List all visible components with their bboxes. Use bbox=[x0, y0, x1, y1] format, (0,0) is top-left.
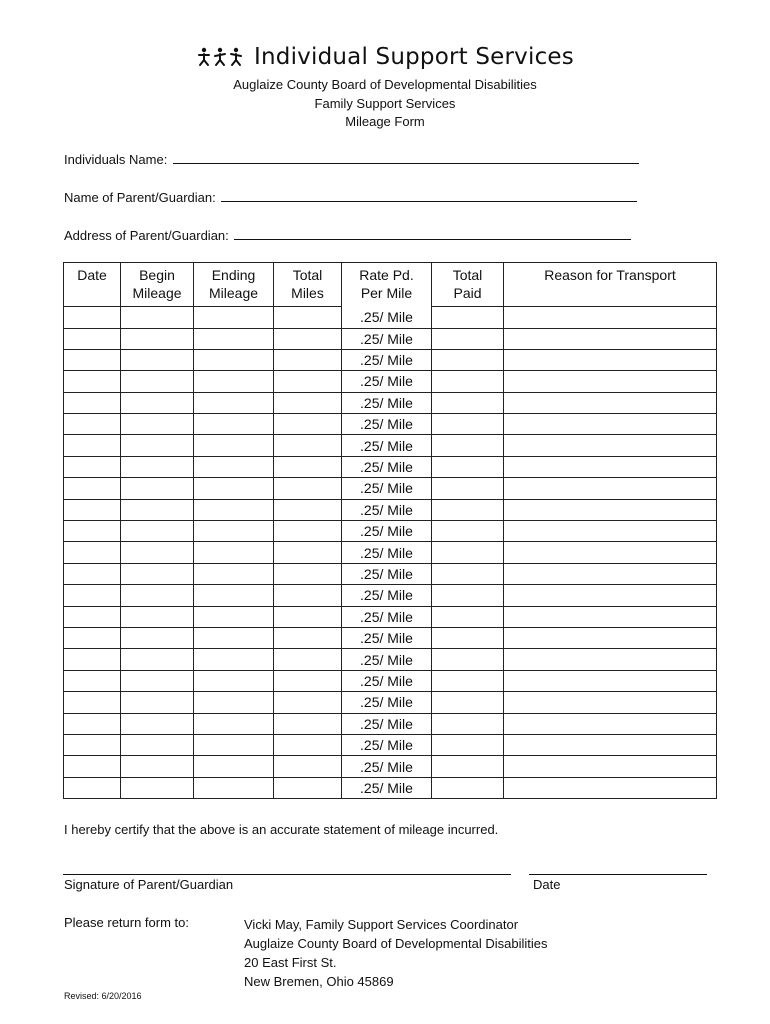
cell-ending-mileage[interactable] bbox=[194, 435, 274, 456]
cell-reason[interactable] bbox=[504, 756, 717, 777]
cell-ending-mileage[interactable] bbox=[194, 585, 274, 606]
cell-reason[interactable] bbox=[504, 649, 717, 670]
cell-rate: .25/ Mile bbox=[342, 606, 432, 627]
cell-begin-mileage[interactable] bbox=[121, 777, 194, 798]
parent-address-field[interactable] bbox=[64, 227, 631, 243]
cell-date[interactable] bbox=[64, 585, 121, 606]
cell-total-miles[interactable] bbox=[274, 328, 342, 349]
cell-rate: .25/ Mile bbox=[342, 478, 432, 499]
cell-rate: .25/ Mile bbox=[342, 414, 432, 435]
cell-ending-mileage[interactable] bbox=[194, 542, 274, 563]
header-reason: Reason for Transport bbox=[504, 263, 717, 307]
cell-rate: .25/ Mile bbox=[342, 734, 432, 755]
cell-ending-mileage[interactable] bbox=[194, 414, 274, 435]
individual-name-line[interactable] bbox=[173, 151, 639, 164]
cell-total-paid[interactable] bbox=[432, 392, 504, 413]
table-row bbox=[64, 692, 717, 713]
cell-total-miles[interactable] bbox=[274, 585, 342, 606]
cell-rate: .25/ Mile bbox=[342, 392, 432, 413]
return-address-line: New Bremen, Ohio 45869 bbox=[244, 974, 394, 989]
certification-text: I hereby certify that the above is an accurate statement of mileage incurred. bbox=[64, 822, 499, 837]
cell-rate: .25/ Mile bbox=[342, 456, 432, 477]
cell-ending-mileage[interactable] bbox=[194, 627, 274, 648]
cell-total-miles[interactable] bbox=[274, 756, 342, 777]
table-row bbox=[64, 478, 717, 499]
cell-rate: .25/ Mile bbox=[342, 777, 432, 798]
table-header-row bbox=[64, 263, 717, 307]
table-row bbox=[64, 734, 717, 755]
cell-total-paid[interactable] bbox=[432, 713, 504, 734]
cell-reason[interactable] bbox=[504, 307, 717, 329]
individual-name-field[interactable] bbox=[64, 151, 639, 167]
cell-total-miles[interactable] bbox=[274, 456, 342, 477]
cell-total-miles[interactable] bbox=[274, 478, 342, 499]
cell-ending-mileage[interactable] bbox=[194, 692, 274, 713]
cell-total-paid[interactable] bbox=[432, 734, 504, 755]
parent-name-line[interactable] bbox=[221, 189, 637, 202]
cell-rate: .25/ Mile bbox=[342, 371, 432, 392]
header-date: Date bbox=[64, 263, 121, 307]
return-address bbox=[244, 915, 548, 991]
header-ending-mileage: Ending Mileage bbox=[194, 263, 274, 307]
table-row bbox=[64, 435, 717, 456]
cell-total-miles[interactable] bbox=[274, 563, 342, 584]
cell-begin-mileage[interactable] bbox=[121, 478, 194, 499]
cell-begin-mileage[interactable] bbox=[121, 307, 194, 329]
cell-total-paid[interactable] bbox=[432, 670, 504, 691]
cell-ending-mileage[interactable] bbox=[194, 478, 274, 499]
cell-ending-mileage[interactable] bbox=[194, 392, 274, 413]
return-address-line: Vicki May, Family Support Services Coordinator bbox=[244, 917, 519, 932]
table-row bbox=[64, 456, 717, 477]
cell-total-paid[interactable] bbox=[432, 627, 504, 648]
table-row bbox=[64, 585, 717, 606]
cell-begin-mileage[interactable] bbox=[121, 456, 194, 477]
cell-total-miles[interactable] bbox=[274, 692, 342, 713]
cell-begin-mileage[interactable] bbox=[121, 563, 194, 584]
cell-begin-mileage[interactable] bbox=[121, 734, 194, 755]
table-row bbox=[64, 649, 717, 670]
table-row bbox=[64, 563, 717, 584]
cell-total-miles[interactable] bbox=[274, 649, 342, 670]
table-row bbox=[64, 521, 717, 542]
cell-total-paid[interactable] bbox=[432, 563, 504, 584]
cell-begin-mileage[interactable] bbox=[121, 670, 194, 691]
date-line[interactable] bbox=[529, 860, 707, 875]
cell-total-miles[interactable] bbox=[274, 542, 342, 563]
cell-rate: .25/ Mile bbox=[342, 499, 432, 520]
cell-ending-mileage[interactable] bbox=[194, 499, 274, 520]
cell-total-miles[interactable] bbox=[274, 670, 342, 691]
table-row bbox=[64, 414, 717, 435]
cell-ending-mileage[interactable] bbox=[194, 606, 274, 627]
cell-begin-mileage[interactable] bbox=[121, 328, 194, 349]
cell-total-paid[interactable] bbox=[432, 414, 504, 435]
cell-total-paid[interactable] bbox=[432, 756, 504, 777]
cell-total-miles[interactable] bbox=[274, 734, 342, 755]
cell-begin-mileage[interactable] bbox=[121, 414, 194, 435]
cell-rate: .25/ Mile bbox=[342, 692, 432, 713]
cell-ending-mileage[interactable] bbox=[194, 670, 274, 691]
cell-total-miles[interactable] bbox=[274, 713, 342, 734]
cell-total-paid[interactable] bbox=[432, 585, 504, 606]
cell-rate: .25/ Mile bbox=[342, 542, 432, 563]
cell-reason[interactable] bbox=[504, 627, 717, 648]
table-row bbox=[64, 349, 717, 370]
signature-label: Signature of Parent/Guardian bbox=[64, 877, 234, 892]
cell-rate: .25/ Mile bbox=[342, 585, 432, 606]
cell-total-paid[interactable] bbox=[432, 499, 504, 520]
table-row bbox=[64, 328, 717, 349]
cell-reason[interactable] bbox=[504, 392, 717, 413]
cell-reason[interactable] bbox=[504, 734, 717, 755]
cell-rate: .25/ Mile bbox=[342, 627, 432, 648]
cell-reason[interactable] bbox=[504, 670, 717, 691]
logo-title: Individual Support Services bbox=[254, 44, 574, 70]
cell-rate: .25/ Mile bbox=[342, 307, 432, 329]
cell-rate: .25/ Mile bbox=[342, 649, 432, 670]
cell-date[interactable] bbox=[64, 349, 121, 370]
table-row bbox=[64, 670, 717, 691]
dept-name: Family Support Services bbox=[314, 95, 456, 111]
cell-begin-mileage[interactable] bbox=[121, 756, 194, 777]
cell-begin-mileage[interactable] bbox=[121, 542, 194, 563]
cell-total-paid[interactable] bbox=[432, 649, 504, 670]
cell-reason[interactable] bbox=[504, 371, 717, 392]
cell-ending-mileage[interactable] bbox=[194, 456, 274, 477]
cell-date[interactable] bbox=[64, 456, 121, 477]
cell-begin-mileage[interactable] bbox=[121, 713, 194, 734]
cell-begin-mileage[interactable] bbox=[121, 585, 194, 606]
cell-total-paid[interactable] bbox=[432, 435, 504, 456]
cell-date[interactable] bbox=[64, 542, 121, 563]
return-address-line: 20 East First St. bbox=[244, 955, 337, 970]
header-rate: Rate Pd. Per Mile bbox=[342, 263, 432, 307]
header-total-miles: Total Miles bbox=[274, 263, 342, 307]
cell-reason[interactable] bbox=[504, 349, 717, 370]
cell-date[interactable] bbox=[64, 713, 121, 734]
cell-total-miles[interactable] bbox=[274, 392, 342, 413]
table-row bbox=[64, 777, 717, 798]
cell-begin-mileage[interactable] bbox=[121, 371, 194, 392]
cell-total-paid[interactable] bbox=[432, 777, 504, 798]
cell-ending-mileage[interactable] bbox=[194, 307, 274, 329]
cell-reason[interactable] bbox=[504, 499, 717, 520]
cell-total-paid[interactable] bbox=[432, 328, 504, 349]
cell-rate: .25/ Mile bbox=[342, 435, 432, 456]
table-row bbox=[64, 713, 717, 734]
cell-date[interactable] bbox=[64, 734, 121, 755]
cell-begin-mileage[interactable] bbox=[121, 435, 194, 456]
cell-begin-mileage[interactable] bbox=[121, 499, 194, 520]
date-label: Date bbox=[533, 877, 561, 892]
cell-date[interactable] bbox=[64, 414, 121, 435]
cell-total-miles[interactable] bbox=[274, 349, 342, 370]
cell-total-paid[interactable] bbox=[432, 606, 504, 627]
cell-total-paid[interactable] bbox=[432, 521, 504, 542]
cell-reason[interactable] bbox=[504, 435, 717, 456]
form-header bbox=[0, 76, 770, 132]
cell-total-paid[interactable] bbox=[432, 349, 504, 370]
table-row bbox=[64, 627, 717, 648]
cell-date[interactable] bbox=[64, 756, 121, 777]
cell-total-miles[interactable] bbox=[274, 627, 342, 648]
cell-date[interactable] bbox=[64, 606, 121, 627]
form-title: Mileage Form bbox=[345, 114, 425, 129]
cell-total-miles[interactable] bbox=[274, 606, 342, 627]
cell-begin-mileage[interactable] bbox=[121, 349, 194, 370]
cell-begin-mileage[interactable] bbox=[121, 649, 194, 670]
revised-date: Revised: 6/20/2016 bbox=[64, 991, 142, 1001]
cell-rate: .25/ Mile bbox=[342, 521, 432, 542]
cell-date[interactable] bbox=[64, 328, 121, 349]
cell-rate: .25/ Mile bbox=[342, 349, 432, 370]
cell-rate: .25/ Mile bbox=[342, 328, 432, 349]
cell-reason[interactable] bbox=[504, 521, 717, 542]
cell-rate: .25/ Mile bbox=[342, 563, 432, 584]
cell-total-miles[interactable] bbox=[274, 777, 342, 798]
cell-begin-mileage[interactable] bbox=[121, 521, 194, 542]
table-row bbox=[64, 371, 717, 392]
cell-ending-mileage[interactable] bbox=[194, 756, 274, 777]
parent-name-field[interactable] bbox=[64, 189, 637, 205]
cell-reason[interactable] bbox=[504, 478, 717, 499]
cell-total-miles[interactable] bbox=[274, 499, 342, 520]
cell-date[interactable] bbox=[64, 670, 121, 691]
cell-total-miles[interactable] bbox=[274, 307, 342, 329]
cell-date[interactable] bbox=[64, 499, 121, 520]
cell-ending-mileage[interactable] bbox=[194, 777, 274, 798]
cell-date[interactable] bbox=[64, 521, 121, 542]
table-row bbox=[64, 606, 717, 627]
cell-rate: .25/ Mile bbox=[342, 756, 432, 777]
cell-reason[interactable] bbox=[504, 542, 717, 563]
header-begin-mileage: Begin Mileage bbox=[121, 263, 194, 307]
individual-name-label: Individuals Name: bbox=[64, 152, 168, 167]
cell-total-paid[interactable] bbox=[432, 692, 504, 713]
cell-begin-mileage[interactable] bbox=[121, 692, 194, 713]
cell-reason[interactable] bbox=[504, 606, 717, 627]
return-address-line: Auglaize County Board of Developmental Disabilities bbox=[244, 936, 548, 951]
cell-reason[interactable] bbox=[504, 713, 717, 734]
cell-reason[interactable] bbox=[504, 563, 717, 584]
cell-ending-mileage[interactable] bbox=[194, 349, 274, 370]
cell-date[interactable] bbox=[64, 627, 121, 648]
cell-reason[interactable] bbox=[504, 692, 717, 713]
return-label: Please return form to: bbox=[64, 915, 189, 930]
mileage-table bbox=[63, 262, 717, 799]
three-people-icon bbox=[196, 47, 246, 67]
header-total-paid: Total Paid bbox=[432, 263, 504, 307]
cell-total-paid[interactable] bbox=[432, 478, 504, 499]
cell-total-miles[interactable] bbox=[274, 521, 342, 542]
cell-begin-mileage[interactable] bbox=[121, 627, 194, 648]
cell-date[interactable] bbox=[64, 563, 121, 584]
cell-date[interactable] bbox=[64, 777, 121, 798]
cell-total-miles[interactable] bbox=[274, 371, 342, 392]
cell-ending-mileage[interactable] bbox=[194, 563, 274, 584]
parent-address-label: Address of Parent/Guardian: bbox=[64, 228, 229, 243]
table-row bbox=[64, 307, 717, 329]
parent-address-line[interactable] bbox=[234, 227, 631, 240]
cell-begin-mileage[interactable] bbox=[121, 392, 194, 413]
cell-ending-mileage[interactable] bbox=[194, 649, 274, 670]
cell-ending-mileage[interactable] bbox=[194, 734, 274, 755]
cell-reason[interactable] bbox=[504, 777, 717, 798]
table-row bbox=[64, 542, 717, 563]
table-row bbox=[64, 756, 717, 777]
signature-line[interactable] bbox=[63, 860, 511, 875]
cell-date[interactable] bbox=[64, 649, 121, 670]
cell-rate: .25/ Mile bbox=[342, 670, 432, 691]
cell-reason[interactable] bbox=[504, 456, 717, 477]
cell-date[interactable] bbox=[64, 692, 121, 713]
cell-total-miles[interactable] bbox=[274, 414, 342, 435]
cell-reason[interactable] bbox=[504, 328, 717, 349]
cell-total-paid[interactable] bbox=[432, 542, 504, 563]
cell-total-paid[interactable] bbox=[432, 307, 504, 329]
parent-name-label: Name of Parent/Guardian: bbox=[64, 190, 216, 205]
logo bbox=[0, 44, 770, 72]
cell-ending-mileage[interactable] bbox=[194, 521, 274, 542]
cell-date[interactable] bbox=[64, 435, 121, 456]
cell-date[interactable] bbox=[64, 371, 121, 392]
cell-date[interactable] bbox=[64, 392, 121, 413]
cell-total-paid[interactable] bbox=[432, 371, 504, 392]
cell-date[interactable] bbox=[64, 478, 121, 499]
table-row bbox=[64, 499, 717, 520]
cell-reason[interactable] bbox=[504, 585, 717, 606]
cell-total-paid[interactable] bbox=[432, 456, 504, 477]
org-name: Auglaize County Board of Developmental Disabilities bbox=[233, 77, 537, 92]
cell-ending-mileage[interactable] bbox=[194, 371, 274, 392]
cell-date[interactable] bbox=[64, 307, 121, 329]
cell-rate: .25/ Mile bbox=[342, 713, 432, 734]
cell-ending-mileage[interactable] bbox=[194, 713, 274, 734]
table-row bbox=[64, 392, 717, 413]
cell-total-miles[interactable] bbox=[274, 435, 342, 456]
cell-begin-mileage[interactable] bbox=[121, 606, 194, 627]
cell-ending-mileage[interactable] bbox=[194, 328, 274, 349]
cell-reason[interactable] bbox=[504, 414, 717, 435]
